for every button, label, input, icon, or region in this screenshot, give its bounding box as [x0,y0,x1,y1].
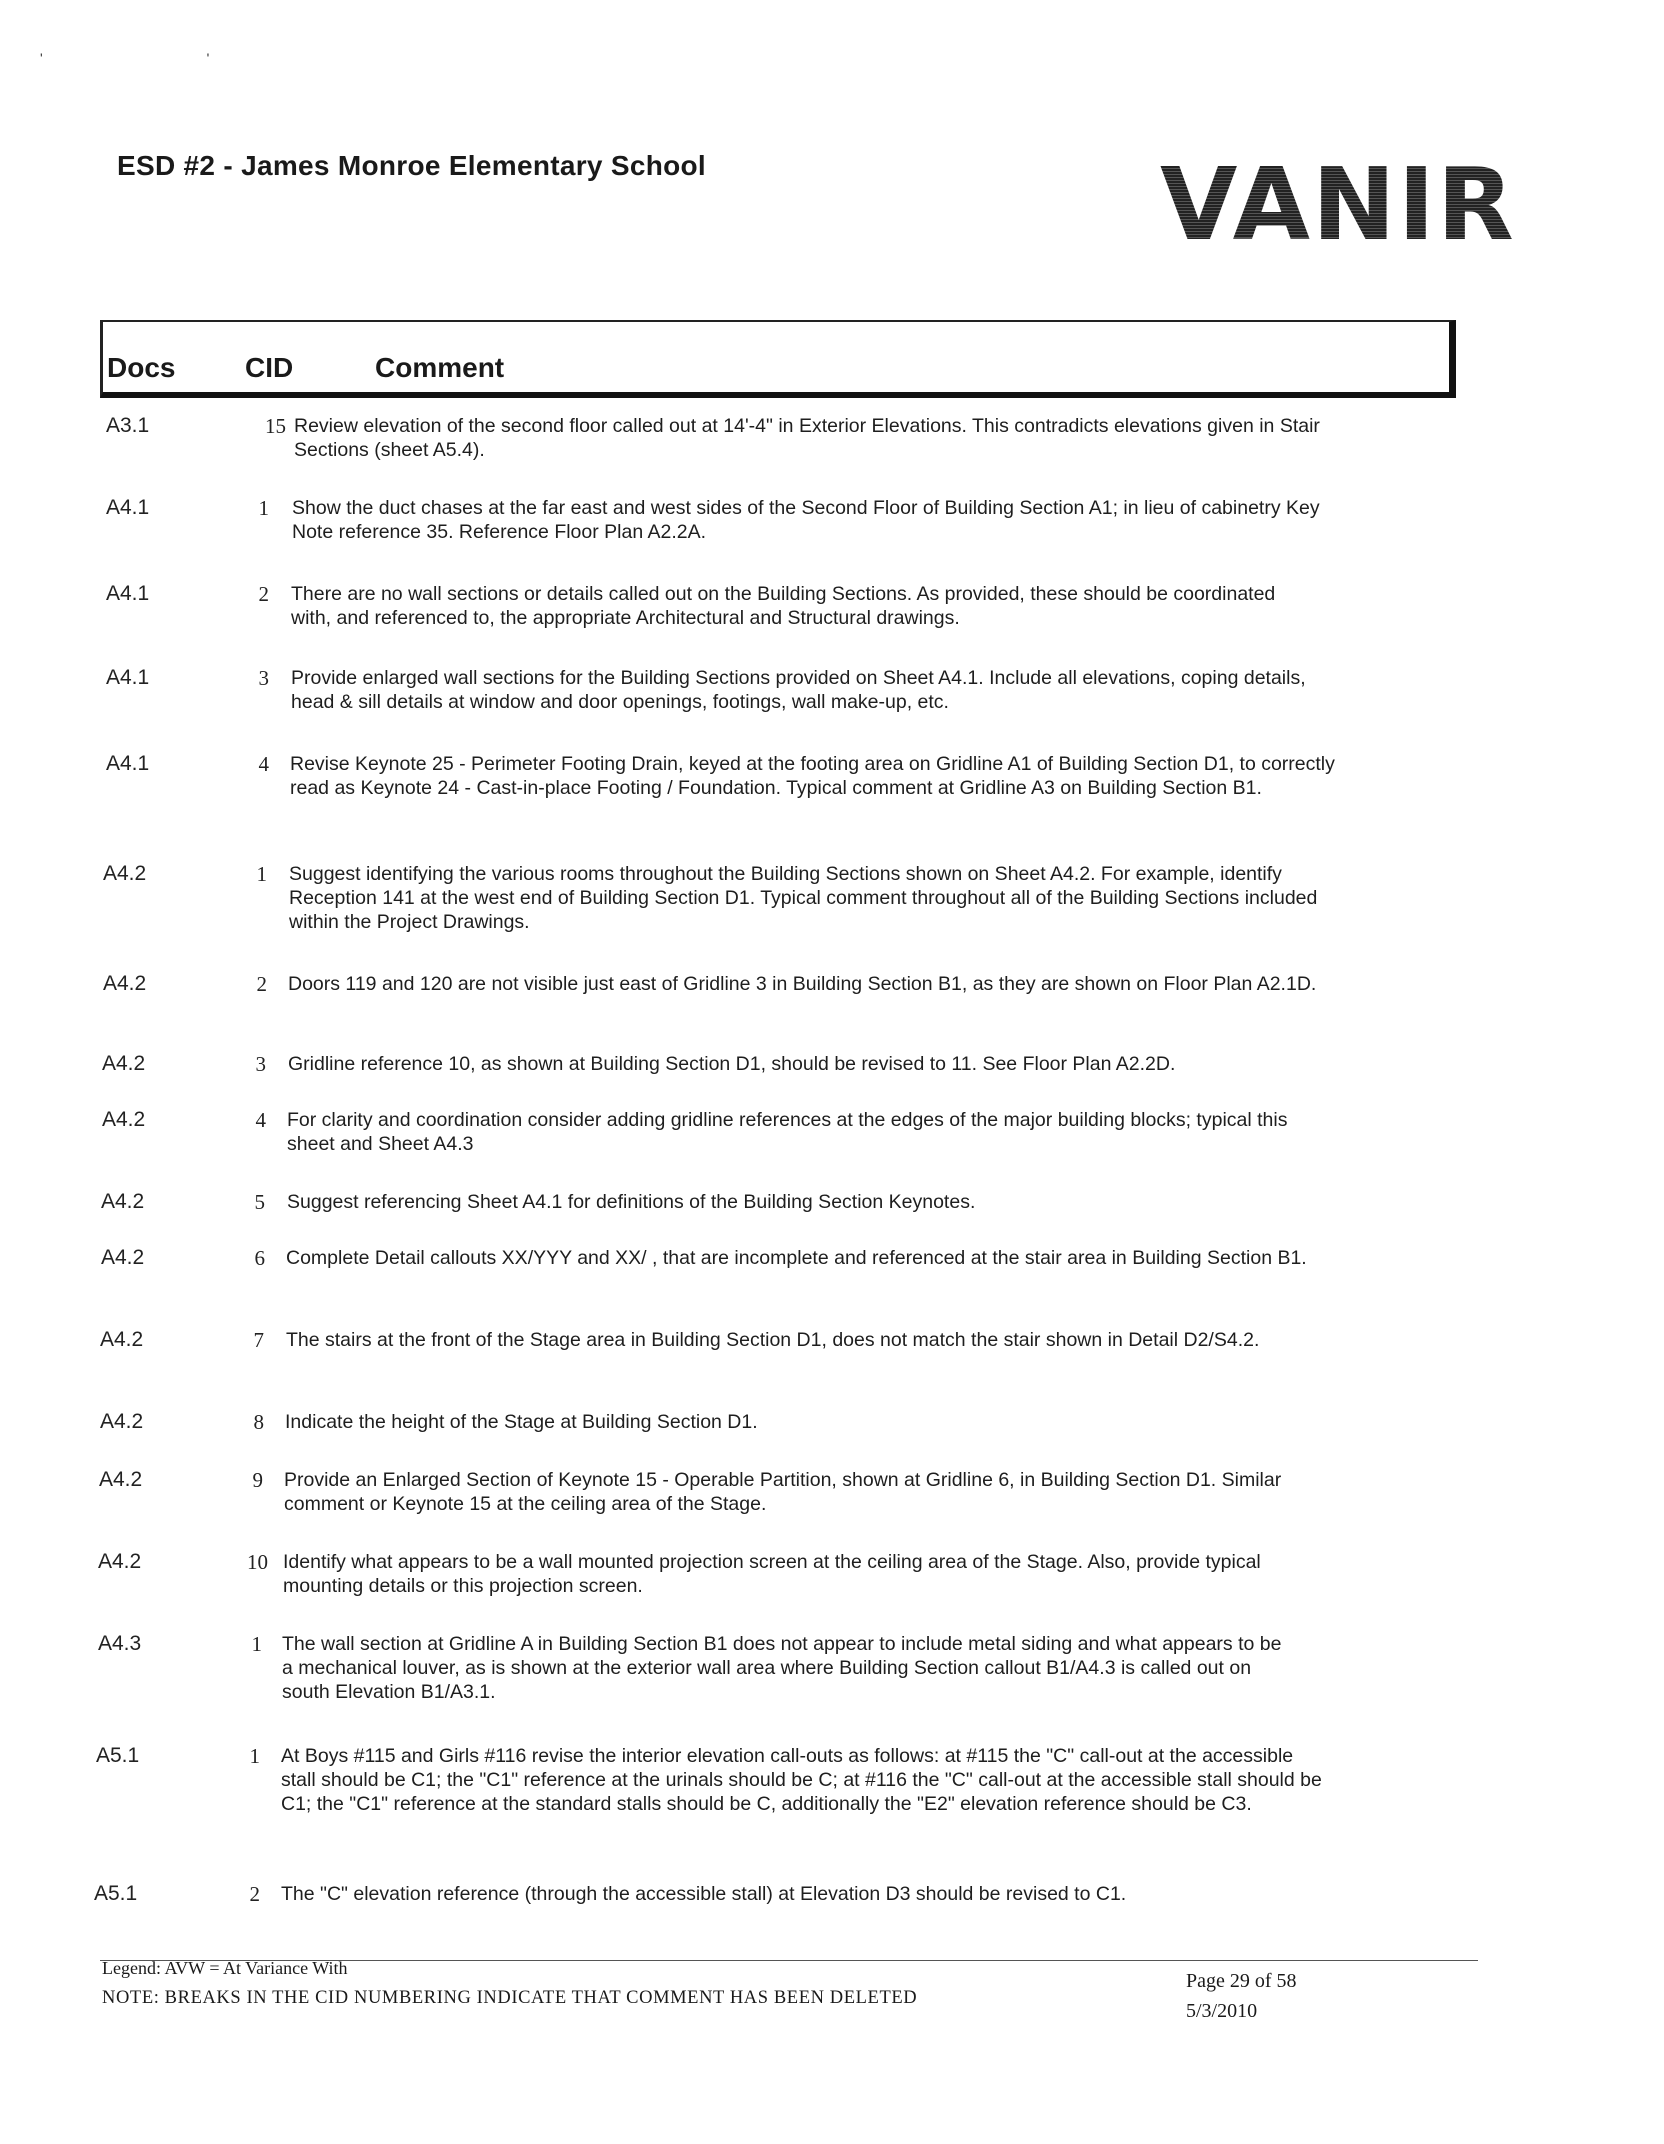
footer-date: 5/3/2010 [1186,2000,1258,2022]
cid-cell: 1 [256,862,267,886]
cid-cell: 1 [258,496,269,520]
docs-cell: A4.2 [101,1246,145,1269]
comment-cell: At Boys #115 and Girls #116 revise the interior elevation call-outs as follows: at #115 the "C" call-out at the accessible stall should be C1; the "C1" reference at the urinals should be C; at #116 the "C" call-out at the accessible stall should be C1; the "C1" reference at the standard stalls should be C, additionally the "E2" elevation reference should be C3. [281,1745,1322,1815]
comment-cell: The "C" elevation reference (through the accessible stall) at Elevation D3 should be revised to C1. [281,1883,1127,1905]
cid-cell: 1 [251,1632,262,1656]
page-number: Page 29 of 58 [1186,1970,1297,1992]
vanir-logo: VANIR [1160,146,1516,263]
docs-cell: A4.2 [103,972,147,995]
cid-cell: 2 [258,582,269,606]
comment-cell: Review elevation of the second floor called out at 14'-4" in Exterior Elevations. This contradicts elevations given in Stair Sections (sheet A5.4). [294,415,1320,461]
comment-cell: Identify what appears to be a wall mounted projection screen at the ceiling area of the Stage. Also, provide typical mounting details or this projection screen. [283,1551,1261,1597]
footer-legend: Legend: AVW = At Variance With [102,1958,348,1978]
cid-cell: 9 [252,1468,263,1492]
cid-cell: 5 [254,1190,265,1214]
cid-cell: 3 [258,666,269,690]
docs-cell: A4.2 [102,1052,146,1075]
cid-cell: 4 [255,1108,266,1132]
docs-cell: A4.2 [98,1550,142,1573]
comment-cell: Complete Detail callouts XX/YYY and XX/ , that are incomplete and referenced at the stair area in Building Section B1. [286,1247,1307,1269]
docs-cell: A4.2 [101,1190,145,1213]
docs-cell: A3.1 [106,414,150,437]
docs-cell: A4.3 [98,1632,142,1655]
docs-cell: A5.1 [96,1744,140,1767]
comment-cell: There are no wall sections or details called out on the Building Sections. As provided, these should be coordinated with, and referenced to, the appropriate Architectural and Structural drawings. [291,583,1276,629]
comment-cell: Doors 119 and 120 are not visible just east of Gridline 3 in Building Section B1, as they are shown on Floor Plan A2.1D. [288,973,1317,995]
scan-marks: ' ' [40,50,290,66]
docs-cell: A4.1 [106,752,150,775]
column-header-docs: Docs [107,352,176,383]
comment-cell: Suggest referencing Sheet A4.1 for definitions of the Building Section Keynotes. [287,1191,976,1213]
cid-cell: 2 [256,972,267,996]
cid-cell: 8 [253,1410,264,1434]
comment-cell: Provide enlarged wall sections for the Building Sections provided on Sheet A4.1. Include all elevations, coping details, head & sill details at window and door openings, footings, wall make-up, etc. [291,667,1306,713]
docs-cell: A5.1 [94,1882,138,1905]
comment-cell: For clarity and coordination consider adding gridline references at the edges of the major building blocks; typical this sheet and Sheet A4.3 [287,1109,1288,1155]
comment-cell: Suggest identifying the various rooms throughout the Building Sections shown on Sheet A4.2. For example, identify Reception 141 at the west end of Building Section D1. Typical comment throughout all of the Building Sections included within the Project Drawings. [289,863,1318,933]
comment-cell: Provide an Enlarged Section of Keynote 15 - Operable Partition, shown at Gridline 6, in Building Section D1. Similar comment or Keynote 15 at the ceiling area of the Stage. [284,1469,1282,1515]
docs-cell: A4.2 [99,1468,143,1491]
cid-cell: 4 [258,752,269,776]
comment-cell: Show the duct chases at the far east and west sides of the Second Floor of Building Section A1; in lieu of cabinetry Key Note reference 35. Reference Floor Plan A2.2A. [292,497,1320,543]
cid-cell: 2 [249,1882,260,1906]
comment-cell: Gridline reference 10, as shown at Building Section D1, should be revised to 11. See Floor Plan A2.2D. [288,1053,1176,1075]
docs-cell: A4.1 [106,496,150,519]
docs-cell: A4.2 [100,1328,144,1351]
docs-cell: A4.2 [100,1410,144,1433]
cid-cell: 7 [253,1328,264,1352]
document-title: ESD #2 - James Monroe Elementary School [117,150,707,181]
docs-cell: A4.1 [106,666,150,689]
docs-cell: A4.1 [106,582,150,605]
cid-cell: 3 [255,1052,266,1076]
cid-cell: 15 [265,414,286,438]
comment-cell: Revise Keynote 25 - Perimeter Footing Drain, keyed at the footing area on Gridline A1 of Building Section D1, to correctly read as Keynote 24 - Cast-in-place Footing / Foundation. Typical comment at Gridline A3 on Building Section B1. [290,753,1335,799]
comment-cell: The wall section at Gridline A in Building Section B1 does not appear to include metal siding and what appears to be a mechanical louver, as is shown at the exterior wall area where Building Section callout B1/A4.3 is called out on south Elevation B1/A3.1. [282,1633,1282,1703]
table-header [100,320,1456,398]
cid-cell: 10 [247,1550,268,1574]
footer-note: NOTE: BREAKS IN THE CID NUMBERING INDICATE THAT COMMENT HAS BEEN DELETED [102,1988,918,2008]
docs-cell: A4.2 [102,1108,146,1131]
column-header-comment: Comment [375,352,505,383]
comment-cell: The stairs at the front of the Stage area in Building Section D1, does not match the stair shown in Detail D2/S4.2. [286,1329,1260,1351]
cid-cell: 1 [249,1744,260,1768]
cid-cell: 6 [254,1246,265,1270]
column-header-cid: CID [245,352,294,383]
comment-cell: Indicate the height of the Stage at Building Section D1. [285,1411,758,1433]
docs-cell: A4.2 [103,862,147,885]
